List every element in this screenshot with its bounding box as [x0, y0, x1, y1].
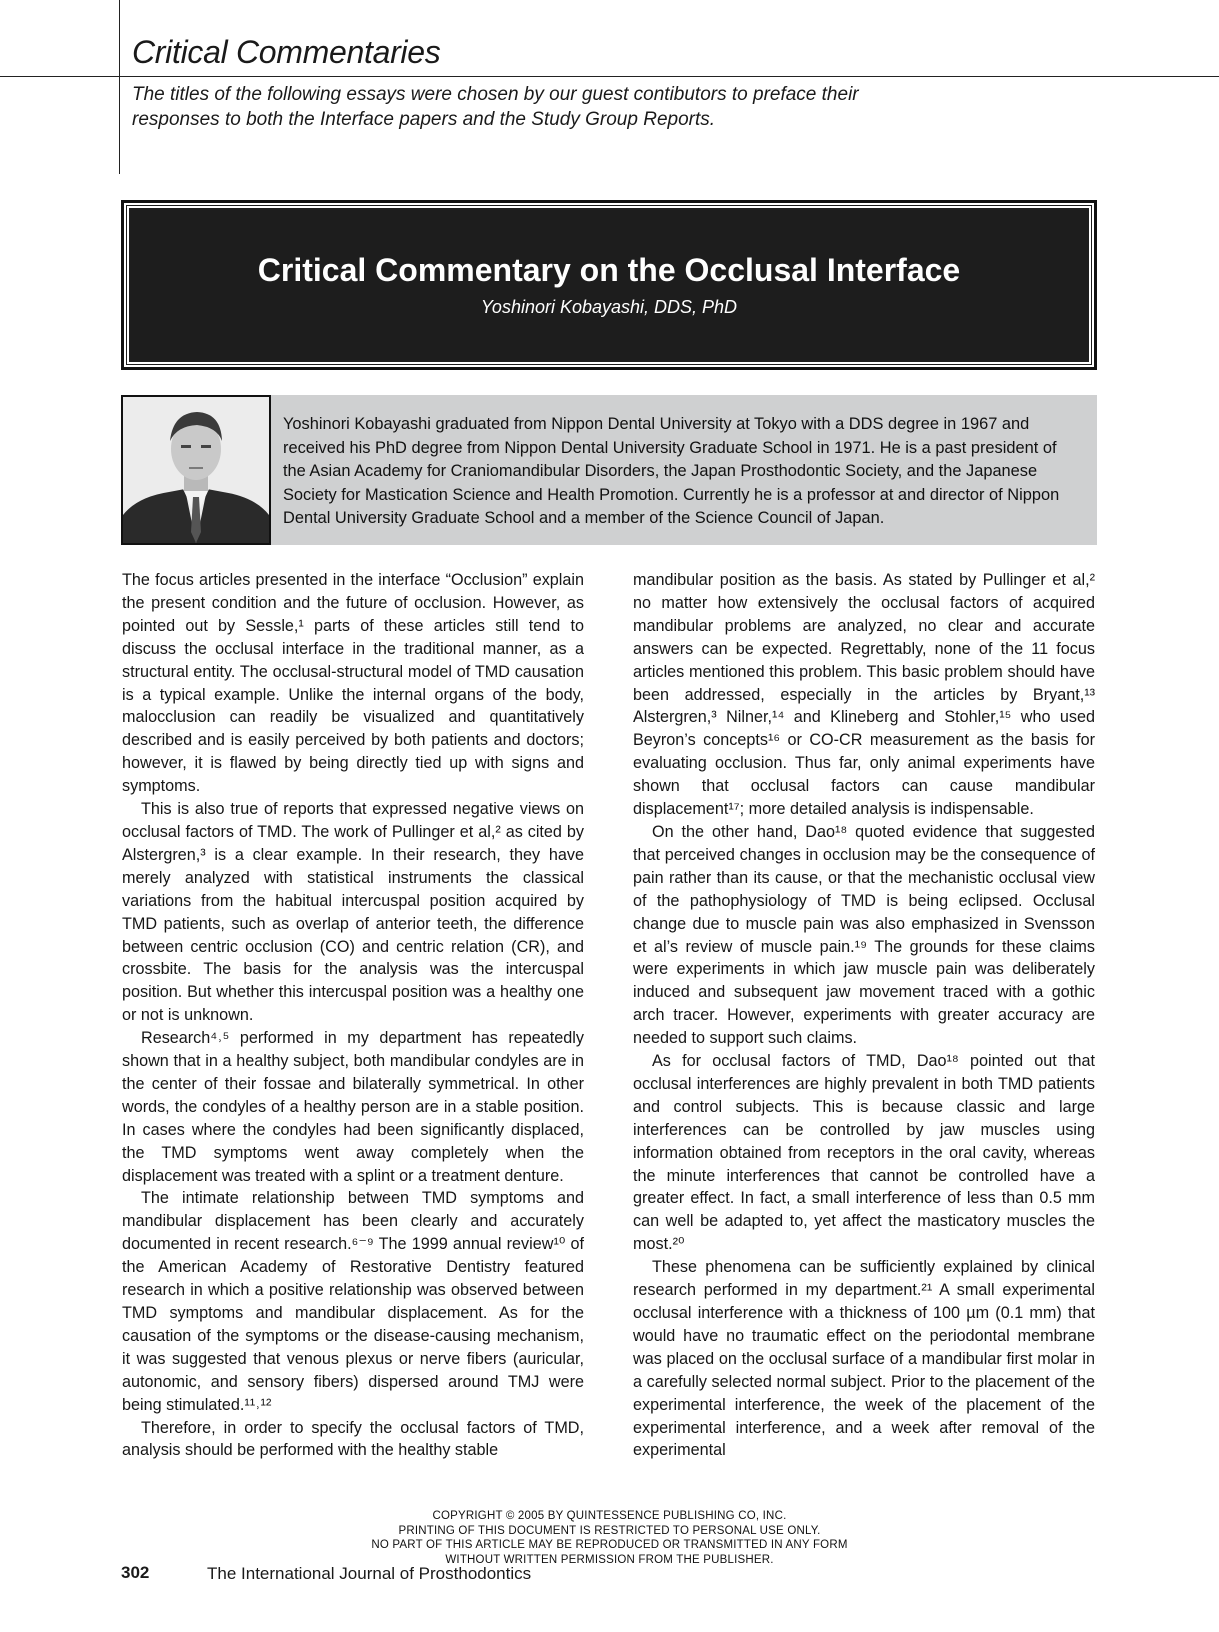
article-author: Yoshinori Kobayashi, DDS, PhD [480, 297, 738, 317]
header-horizontal-rule [0, 76, 1219, 77]
body-paragraph: mandibular position as the basis. As stated by Pullinger et al,² no matter how extensively the occlusal factors of acquired mandibular problems are analyzed, no clear and accurate answers can be expected. Regrettably, none of the 11 focus articles mentioned this problem. This basic problem should have been addressed, especially in the articles by Bryant,¹³ Alstergren,³ Nilner,¹⁴ and Klineberg and Stohler,¹⁵ who used Beyron’s concepts¹⁶ or CO-CR measurement as the basis for evaluating occlusion. Thus far, only animal experiments have shown that occlusal factors can cause mandibular displacement¹⁷; more detailed analysis is indispensable. [633, 571, 1095, 819]
body-column-left [122, 569, 584, 1462]
section-intro: The titles of the following essays were chosen by our guest contibutors to preface their responses to both the Interface papers and the Study Group Reports. [132, 84, 859, 130]
copyright-notice [0, 1509, 1219, 1567]
author-bio-box [121, 395, 1097, 545]
page-number: 302 [121, 1563, 150, 1582]
author-photo [121, 395, 271, 545]
body-paragraph: As for occlusal factors of TMD, Dao¹⁸ pointed out that occlusal interferences are highly prevalent in both TMD patients and control subjects. This is because classic and large interferences can be controlled by jaw muscles using information obtained from receptors in the oral cavity, whereas the minute interferences that cannot be controlled have a greater effect. In fact, a small interference of less than 0.5 mm can well be adapted to, yet affect the masticatory muscles the most.²⁰ [633, 1052, 1095, 1254]
body-paragraph: Therefore, in order to specify the occlusal factors of TMD, analysis should be performed with the healthy stable [122, 1418, 584, 1460]
copyright-line: PRINTING OF THIS DOCUMENT IS RESTRICTED TO PERSONAL USE ONLY. [398, 1524, 821, 1537]
body-column-right [633, 569, 1095, 1462]
author-bio-text: Yoshinori Kobayashi graduated from Nippon Dental University at Tokyo with a DDS degree in 1967 and received his PhD degree from Nippon Dental University Graduate School in 1971. He is a past president of the Asian Academy for Craniomandibular Disorders, the Japan Prosthodontic Society, and the Japanese Society for Mastication Science and Health Promotion. Currently he is a professor at and director of Nippon Dental University Graduate School and a member of the Science Council of Japan. [283, 415, 1060, 527]
journal-name: The International Journal of Prosthodontics [207, 1564, 532, 1583]
article-title-box [121, 200, 1097, 370]
body-paragraph: These phenomena can be sufficiently explained by clinical research performed in my department.²¹ A small experimental occlusal interference with a thickness of 100 µm (0.1 mm) that would have no traumatic effect on the periodontal membrane was placed on the occlusal surface of a mandibular first molar in a carefully selected normal subject. Prior to the placement of the experimental interference, the week of the placement of the experimental interference, and a week after removal of the experimental [633, 1258, 1095, 1460]
article-title-panel [127, 206, 1091, 364]
body-paragraph: The intimate relationship between TMD symptoms and mandibular displacement has been clearly and accurately documented in recent research.⁶⁻⁹ The 1999 annual review¹⁰ of the American Academy of Restorative Dentistry featured research in which a positive relationship was observed between TMD symptoms and mandibular displacement. As for the causation of the symptoms or the disease-causing mechanism, it was suggested that venous plexus or nerve fibers (auricular, autonomic, and sensory fibers) dispersed around TMJ were being stimulated.¹¹˒¹² [122, 1189, 584, 1414]
article-title: Critical Commentary on the Occlusal Interface [257, 252, 961, 288]
copyright-line: NO PART OF THIS ARTICLE MAY BE REPRODUCED OR TRANSMITTED IN ANY FORM [371, 1539, 848, 1551]
section-title: Critical Commentaries [132, 34, 441, 70]
copyright-line: WITHOUT WRITTEN PERMISSION FROM THE PUBLISHER. [445, 1553, 774, 1566]
copyright-line: COPYRIGHT © 2005 BY QUINTESSENCE PUBLISHING CO, INC. [432, 1510, 787, 1522]
header-vertical-rule [119, 0, 120, 174]
body-paragraph: This is also true of reports that expressed negative views on occlusal factors of TMD. The work of Pullinger et al,² as cited by Alstergren,³ is a clear example. In their research, they have merely analyzed with statistical instruments the classical variations from the habitual intercuspal position acquired by TMD patients, such as overlap of anterior teeth, the difference between centric occlusion (CO) and centric relation (CR), and crossbite. The basis for the analysis was the intercuspal position. But whether this intercuspal position was a healthy one or not is unknown. [122, 800, 584, 1025]
body-paragraph: The focus articles presented in the interface “Occlusion” explain the present condition and the future of occlusion. However, as pointed out by Sessle,¹ parts of these articles still tend to discuss the occlusal interface in the traditional manner, as a structural entity. The occlusal-structural model of TMD causation is a typical example. Unlike the internal organs of the body, malocclusion can readily be visualized and quantitatively described and is easily perceived by both patients and doctors; however, it is flawed by being directly tied up with signs and symptoms. [122, 571, 584, 796]
author-portrait-image [123, 397, 269, 543]
body-paragraph: Research⁴˒⁵ performed in my department has repeatedly shown that in a healthy subject, both mandibular condyles are in the center of their fossae and bilaterally symmetrical. In other words, the condyles of a healthy person are in a stable position. In cases where the condyles had been significantly displaced, the TMD symptoms went away completely when the displacement was treated with a splint or a treatment denture. [122, 1029, 584, 1185]
body-paragraph: On the other hand, Dao¹⁸ quoted evidence that suggested that perceived changes in occlusion may be the consequence of pain rather than its cause, or that the mechanistic occlusal view of the pathophysiology of TMD is being eclipsed. Occlusal change due to muscle pain was also emphasized in Svensson et al’s review of muscle pain.¹⁹ The grounds for these claims were experiments in which jaw muscle pain was deliberately induced and subsequent jaw movement traced with a gothic arch tracer. However, experiments with greater accuracy are needed to support such claims. [633, 822, 1095, 1048]
